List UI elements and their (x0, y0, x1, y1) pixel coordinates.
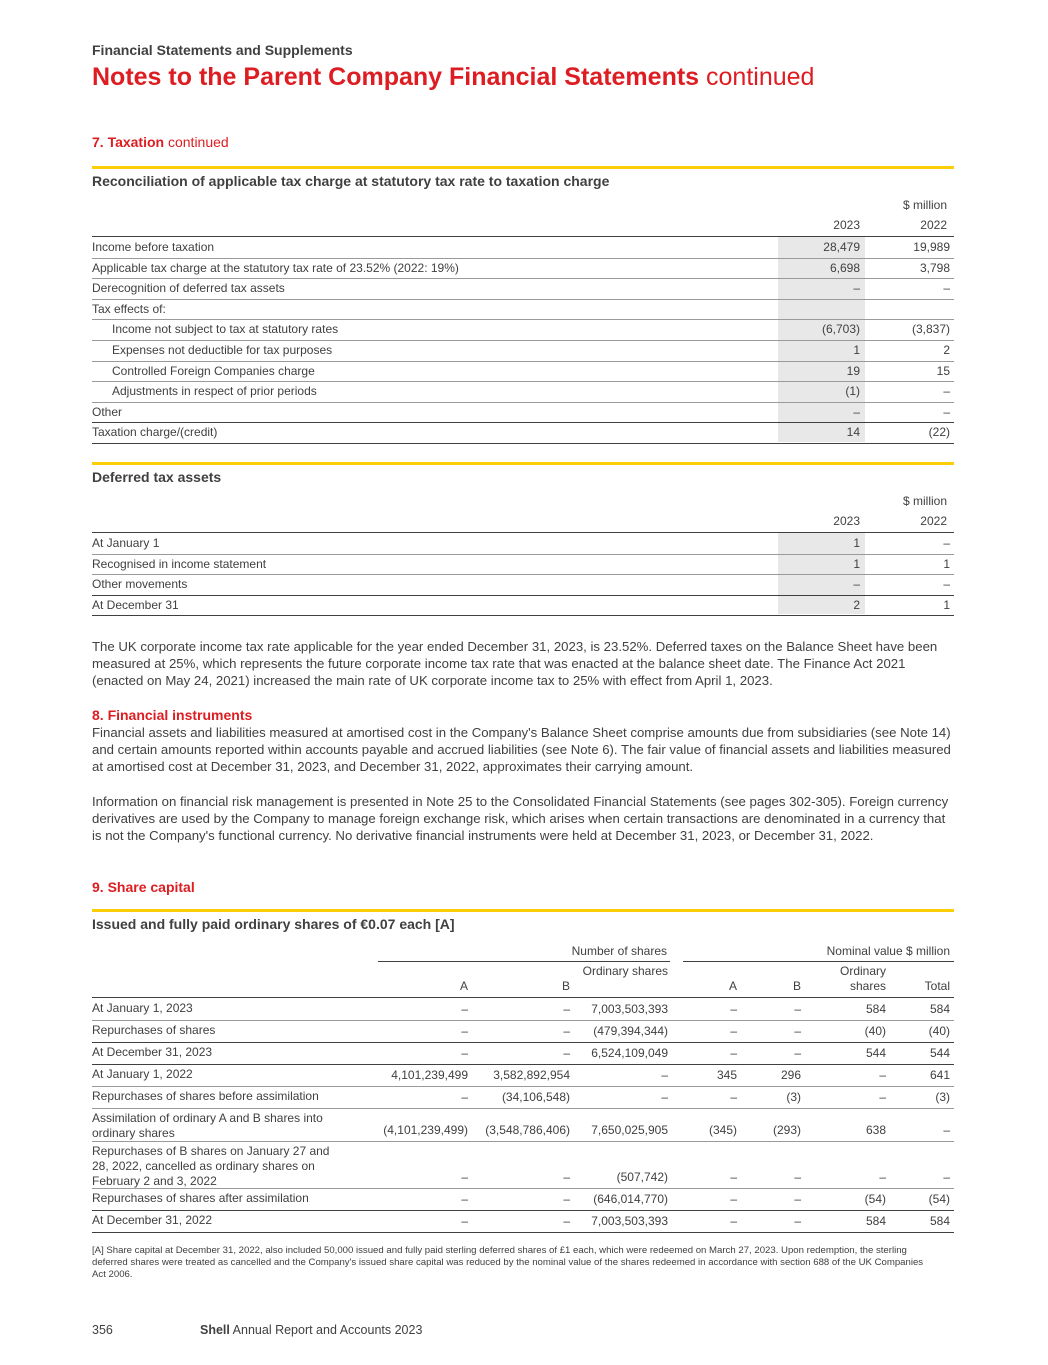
table-cell: (4,101,239,499) (383, 1123, 468, 1137)
section-9-title: 9. Share capital (92, 879, 195, 895)
page-title (92, 63, 814, 92)
table-cell: 345 (716, 1068, 737, 1082)
table-cell: – (879, 1170, 886, 1184)
row-label: Recognised in income statement (92, 556, 267, 571)
table-row (92, 340, 954, 361)
table-cell: (40) (928, 1024, 950, 1038)
footnote: [A] Share capital at December 31, 2022, also included 50,000 issued and fully paid sterling deferred shares of £1 each, which were redeemed on March 27, 2023. Upon redemption, the sterling deferred shares were treated as cancelled and the Company's issued share capital was reduced by the nominal value of the shares redeemed in accordance with section 688 of the UK Companies Act 2006. (92, 1245, 924, 1280)
table-cell: – (461, 1090, 468, 1104)
table-cell: – (461, 1046, 468, 1060)
row-label: Income not subject to tax at statutory rates (112, 322, 339, 337)
row-divider (92, 1232, 954, 1233)
row-label: Applicable tax charge at the statutory tax rate of 23.52% (2022: 19%) (92, 260, 459, 275)
table-cell: 6,524,109,049 (591, 1046, 668, 1060)
table-cell: (54) (864, 1192, 886, 1206)
row-label: Expenses not deductible for tax purposes (112, 343, 333, 357)
recon-unit: $ million (902, 198, 947, 212)
table-cell: – (730, 1170, 737, 1184)
row-label: Taxation charge/(credit) (92, 425, 218, 440)
table-cell: (3) (935, 1090, 950, 1104)
page-title-continued: continued (706, 63, 815, 91)
row-label: At January 1 (92, 536, 160, 550)
table-cell: 296 (780, 1068, 801, 1082)
table-cell: – (730, 1192, 737, 1206)
table-cell: – (563, 1192, 570, 1206)
yellow-rule (92, 166, 954, 169)
row-label: Repurchases of B shares on January 27 and 28, 2022, cancelled as ordinary shares on February 2 and 3, 2022 (92, 1144, 330, 1188)
dta-col-2023: 2023 (833, 514, 860, 528)
table-cell: 584 (929, 1002, 950, 1016)
table-row (92, 1064, 954, 1086)
table-cell: – (461, 1170, 468, 1184)
table-row (92, 595, 954, 616)
table-cell: – (794, 1214, 801, 1228)
row-label: Other movements (92, 577, 188, 591)
table-row (92, 402, 954, 423)
table-cell: – (879, 1090, 886, 1104)
row-label: At December 31, 2023 (92, 1045, 213, 1059)
table-cell: 584 (865, 1002, 886, 1016)
row-label: At December 31, 2022 (92, 1213, 213, 1227)
table-cell: – (879, 1068, 886, 1082)
table-cell: (507,742) (616, 1170, 668, 1184)
table-cell: (40) (864, 1024, 886, 1038)
section-supertitle: Financial Statements and Supplements (92, 42, 353, 58)
table-row (92, 278, 954, 299)
table-cell: (3,548,786,406) (485, 1123, 570, 1137)
row-label: Repurchases of shares after assimilation (92, 1191, 309, 1205)
value-2023: 28,479 (823, 240, 860, 254)
table-row (92, 381, 954, 402)
column-header: Ordinary shares (582, 964, 668, 978)
row-label: Repurchases of shares before assimilation (92, 1089, 319, 1103)
table-row (92, 299, 954, 320)
column-header: B (792, 979, 801, 993)
value-2023: (1) (845, 384, 860, 399)
table-cell: 584 (929, 1214, 950, 1228)
dta-unit: $ million (902, 494, 947, 508)
table-cell: (345) (708, 1123, 737, 1137)
group-rule (683, 961, 954, 962)
table-cell: – (730, 1002, 737, 1016)
page-title-main: Notes to the Parent Company Financial Statements (92, 63, 700, 91)
section-8-paragraph-2: Information on financial risk management is presented in Note 25 to the Consolidated Financial Statements (see pages 302-305). Foreign currency derivatives are used by the Company to manage foreign exchange risk, which arises when certain transactions are denominated in a currency that is not the Company's functional currency. No derivative financial instruments were held at December 31, 2023, or December 31, 2022. (92, 794, 949, 843)
table-cell: – (794, 1046, 801, 1060)
table-cell: – (461, 1192, 468, 1206)
value-2023: 14 (846, 425, 860, 440)
value-2022: (22) (928, 425, 950, 440)
report-name: Annual Report and Accounts 2023 (232, 1323, 423, 1337)
table-cell: 4,101,239,499 (391, 1068, 468, 1082)
recon-table-title: Reconciliation of applicable tax charge at statutory tax rate to taxation charge (92, 173, 610, 189)
table-cell: 641 (929, 1068, 950, 1082)
table-cell: 7,650,025,905 (591, 1123, 668, 1137)
value-2023: 1 (853, 536, 860, 550)
table-cell: (293) (772, 1123, 801, 1137)
value-2023: 19 (846, 363, 860, 378)
table-cell: – (794, 1024, 801, 1038)
value-2022: 3,798 (919, 260, 950, 275)
column-header: B (561, 979, 570, 993)
table-cell: – (563, 1170, 570, 1184)
table-row (92, 258, 954, 279)
table-cell: 544 (865, 1046, 886, 1060)
dta-table-title: Deferred tax assets (92, 469, 222, 485)
value-2022: 2 (943, 343, 950, 357)
value-2023: – (853, 404, 860, 419)
row-label: Assimilation of ordinary A and B shares into ordinary shares (92, 1111, 323, 1140)
table-cell: (54) (928, 1192, 950, 1206)
table-row (92, 574, 954, 595)
table-cell: – (461, 1214, 468, 1228)
table-cell: – (730, 1024, 737, 1038)
tax-rate-paragraph: The UK corporate income tax rate applicable for the year ended December 31, 2023, is 23.52%. Deferred taxes on the Balance Sheet have been measured at 25%, which represents the future corporate income tax rate that was enacted at the balance sheet date. The Finance Act 2021 (enacted on May 24, 2021) increased the main rate of UK corporate income tax to 25% with effect from April 1, 2023. (92, 639, 938, 688)
table-row (92, 361, 954, 382)
table-cell: – (563, 1024, 570, 1038)
table-cell: – (661, 1090, 668, 1104)
table-cell: – (730, 1214, 737, 1228)
table-cell: – (794, 1192, 801, 1206)
value-2022: 15 (936, 363, 950, 378)
table-cell: – (794, 1002, 801, 1016)
value-2022: 1 (943, 556, 950, 571)
value-2023: 1 (853, 343, 860, 357)
table-row (92, 237, 954, 258)
row-label: Controlled Foreign Companies charge (112, 363, 315, 378)
table-row (92, 998, 954, 1020)
table-cell: – (943, 1170, 950, 1184)
value-2023: – (853, 577, 860, 591)
section-7-heading (92, 134, 229, 150)
table-row (92, 533, 954, 554)
table-cell: – (461, 1002, 468, 1016)
row-divider (92, 443, 954, 444)
table-cell: – (794, 1170, 801, 1184)
column-header: Ordinary shares (839, 964, 886, 993)
page-number: 356 (92, 1323, 113, 1337)
row-label: Adjustments in respect of prior periods (112, 384, 317, 399)
row-label: At January 1, 2023 (92, 1001, 193, 1015)
table-cell: – (461, 1024, 468, 1038)
table-cell: – (563, 1002, 570, 1016)
table-row (92, 1020, 954, 1042)
value-2022: 19,989 (913, 240, 950, 254)
column-header: Total (924, 979, 950, 993)
table-row (92, 1042, 954, 1064)
table-row (92, 1188, 954, 1210)
recon-col-2023: 2023 (833, 218, 860, 232)
value-2022: – (943, 404, 950, 419)
table-cell: 7,003,503,393 (591, 1002, 668, 1016)
row-label: At December 31 (92, 597, 179, 612)
value-2023: – (853, 281, 860, 296)
row-label: Income before taxation (92, 240, 215, 254)
table-cell: – (563, 1046, 570, 1060)
shares-group-number: Number of shares (571, 944, 667, 958)
table-cell: 7,003,503,393 (591, 1214, 668, 1228)
table-cell: 3,582,892,954 (493, 1068, 570, 1082)
shares-table-title: Issued and fully paid ordinary shares of €0.07 each [A] (92, 916, 455, 932)
value-2022: – (943, 384, 950, 399)
brand-name: Shell (200, 1323, 230, 1337)
footer-brand (200, 1323, 422, 1337)
row-label: Repurchases of shares (92, 1023, 216, 1037)
value-2022: – (943, 536, 950, 550)
row-label: Other (92, 404, 123, 419)
table-row (92, 1086, 954, 1108)
recon-col-2022: 2022 (920, 218, 947, 232)
value-2023: (6,703) (821, 322, 860, 337)
yellow-rule (92, 909, 954, 912)
table-row (92, 422, 954, 443)
section-8-title: 8. Financial instruments (92, 707, 253, 723)
value-2023: 6,698 (829, 260, 860, 275)
value-2022: 1 (943, 597, 950, 612)
table-row (92, 554, 954, 575)
table-cell: (34,106,548) (501, 1090, 570, 1104)
table-cell: – (730, 1090, 737, 1104)
section-8-paragraph-1: Financial assets and liabilities measured at amortised cost in the Company's Balance Sheet comprise amounts due from subsidiaries (see Note 14) and certain amounts reported within accounts payable and accrued liabilities (see Note 6). The fair value of financial assets and liabilities measured at amortised cost at December 31, 2023, and December 31, 2022, approximates their carrying amount. (92, 725, 951, 774)
table-cell: – (563, 1214, 570, 1228)
table-cell: 638 (865, 1123, 886, 1137)
dta-col-2022: 2022 (920, 514, 947, 528)
column-header: A (728, 979, 737, 993)
table-row (92, 1108, 954, 1141)
table-cell: (3) (786, 1090, 801, 1104)
shares-group-nominal: Nominal value $ million (826, 944, 950, 958)
value-2023: 1 (853, 556, 860, 571)
table-row (92, 1210, 954, 1232)
table-row (92, 319, 954, 340)
yellow-rule (92, 462, 954, 465)
table-cell: 544 (929, 1046, 950, 1060)
row-label: At January 1, 2022 (92, 1067, 193, 1081)
table-cell: – (661, 1068, 668, 1082)
row-label: Derecognition of deferred tax assets (92, 281, 285, 296)
column-header: A (459, 979, 468, 993)
table-cell: (646,014,770) (593, 1192, 668, 1206)
row-divider (92, 615, 954, 616)
value-2022: – (943, 577, 950, 591)
table-cell: 584 (865, 1214, 886, 1228)
section-7-continued: continued (167, 134, 229, 150)
value-2022: – (943, 281, 950, 296)
table-cell: – (730, 1046, 737, 1060)
value-2022: (3,837) (911, 322, 950, 337)
table-cell: (479,394,344) (593, 1024, 668, 1038)
table-row (92, 1141, 954, 1188)
value-2023: 2 (853, 597, 860, 612)
row-label: Tax effects of: (92, 301, 166, 316)
group-rule (378, 961, 670, 962)
table-cell: – (943, 1123, 950, 1137)
section-7-title: 7. Taxation (92, 134, 165, 150)
